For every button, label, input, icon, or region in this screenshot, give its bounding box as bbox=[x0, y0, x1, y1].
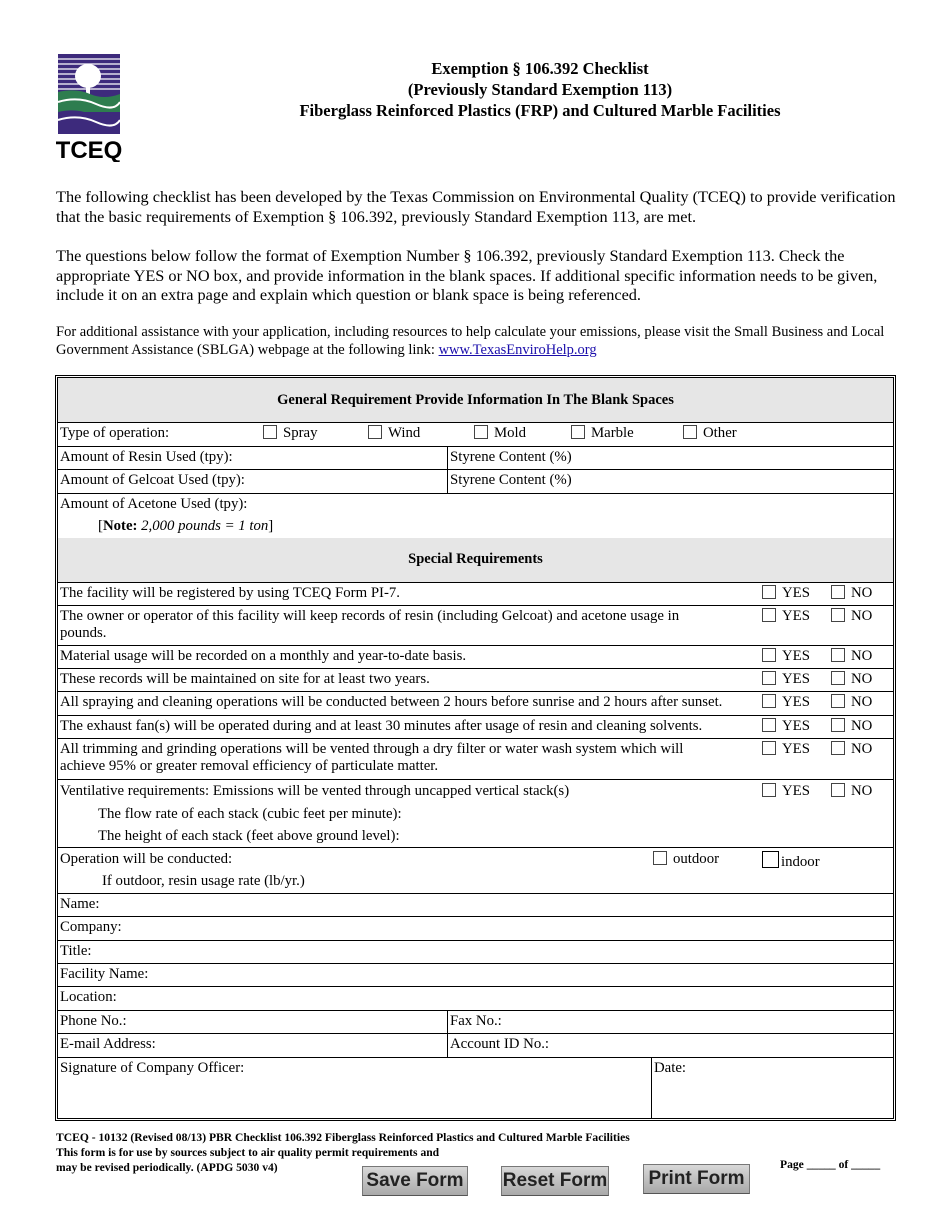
question-text-continued: pounds. bbox=[60, 625, 107, 641]
sblga-link[interactable]: www.TexasEnviroHelp.org bbox=[438, 342, 597, 358]
yes-label: YES bbox=[782, 694, 810, 710]
date-label: Date: bbox=[654, 1060, 687, 1076]
yes-checkbox[interactable] bbox=[762, 671, 776, 685]
wind-checkbox[interactable] bbox=[368, 425, 382, 439]
no-label: NO bbox=[851, 718, 873, 734]
location-field[interactable] bbox=[58, 986, 893, 1011]
phone-fax-row bbox=[58, 1010, 893, 1034]
yes-option[interactable] bbox=[762, 783, 810, 800]
intro-paragraph-3 bbox=[56, 323, 896, 359]
resin-styrene-label: Styrene Content (%) bbox=[450, 449, 572, 465]
other-checkbox[interactable] bbox=[683, 425, 697, 439]
type-mold-option[interactable] bbox=[474, 425, 526, 442]
question-row bbox=[58, 738, 893, 780]
no-label: NO bbox=[851, 671, 873, 687]
signature-row bbox=[58, 1057, 893, 1118]
spray-label: Spray bbox=[283, 425, 318, 441]
company-label: Company: bbox=[60, 919, 122, 935]
type-spray-option[interactable] bbox=[263, 425, 318, 442]
yes-checkbox[interactable] bbox=[762, 694, 776, 708]
account-id-field[interactable] bbox=[447, 1033, 893, 1057]
name-label: Name: bbox=[60, 896, 100, 912]
note-italic: 2,000 pounds = 1 ton bbox=[141, 518, 269, 534]
yes-option[interactable] bbox=[762, 718, 810, 735]
no-option[interactable] bbox=[831, 718, 872, 735]
ventilation-row bbox=[58, 779, 893, 848]
question-row bbox=[58, 668, 893, 692]
date-field[interactable] bbox=[651, 1057, 893, 1118]
question-text: Material usage will be recorded on a monthly and year-to-date basis. bbox=[60, 648, 467, 664]
wind-label: Wind bbox=[388, 425, 421, 441]
type-of-operation-row bbox=[58, 422, 893, 447]
outdoor-label: outdoor bbox=[673, 851, 720, 867]
yes-label: YES bbox=[782, 608, 810, 624]
no-label: NO bbox=[851, 783, 873, 799]
question-row bbox=[58, 645, 893, 669]
question-row bbox=[58, 715, 893, 739]
note-bold: Note: bbox=[102, 518, 138, 534]
stack-flow-rate-label: The flow rate of each stack (cubic feet per minute): bbox=[98, 806, 402, 822]
title-field[interactable] bbox=[58, 940, 893, 964]
operation-location-row bbox=[58, 847, 893, 894]
mold-checkbox[interactable] bbox=[474, 425, 488, 439]
no-checkbox[interactable] bbox=[831, 585, 845, 599]
no-checkbox[interactable] bbox=[831, 648, 845, 662]
yes-checkbox[interactable] bbox=[762, 718, 776, 732]
yes-option[interactable] bbox=[762, 648, 810, 665]
email-account-row bbox=[58, 1033, 893, 1058]
yes-checkbox[interactable] bbox=[762, 783, 776, 797]
no-checkbox[interactable] bbox=[831, 783, 845, 797]
gelcoat-styrene-label: Styrene Content (%) bbox=[450, 472, 572, 488]
reset-form-button[interactable]: Reset Form bbox=[501, 1166, 609, 1196]
operation-conducted-label: Operation will be conducted: bbox=[60, 851, 233, 867]
phone-field[interactable] bbox=[58, 1010, 447, 1033]
no-option[interactable] bbox=[831, 741, 872, 758]
yes-checkbox[interactable] bbox=[762, 648, 776, 662]
no-label: NO bbox=[851, 585, 873, 601]
yes-label: YES bbox=[782, 741, 810, 757]
no-label: NO bbox=[851, 648, 873, 664]
outdoor-option[interactable] bbox=[653, 851, 719, 868]
intro-paragraph-1: The following checklist has been developed by the Texas Commission on Environmental Quality (TCEQ) to provide verification that the basic requirements of Exemption § 106.392, previously Standard Exemption 113, are met. bbox=[56, 187, 896, 226]
signature-label: Signature of Company Officer: bbox=[60, 1060, 245, 1076]
question-text: These records will be maintained on site for at least two years. bbox=[60, 671, 430, 687]
no-checkbox[interactable] bbox=[831, 694, 845, 708]
no-checkbox[interactable] bbox=[831, 718, 845, 732]
no-option[interactable] bbox=[831, 671, 872, 688]
logo-text: TCEQ bbox=[56, 137, 122, 162]
location-label: Location: bbox=[60, 989, 117, 1005]
stack-height-label: The height of each stack (feet above ground level): bbox=[98, 828, 400, 844]
yes-checkbox[interactable] bbox=[762, 741, 776, 755]
acetone-row bbox=[58, 493, 893, 539]
checklist-form bbox=[55, 375, 896, 1121]
no-label: NO bbox=[851, 694, 873, 710]
type-other-option[interactable] bbox=[683, 425, 737, 442]
print-form-button[interactable]: Print Form bbox=[643, 1164, 750, 1194]
other-label: Other bbox=[703, 425, 737, 441]
yes-checkbox[interactable] bbox=[762, 608, 776, 622]
footer-usage-note: This form is for use by sources subject to air quality permit requirements and bbox=[56, 1146, 440, 1159]
fax-field[interactable] bbox=[447, 1010, 893, 1033]
question-text: All trimming and grinding operations will be vented through a dry filter or water wash system which will bbox=[60, 741, 684, 757]
email-field[interactable] bbox=[58, 1033, 447, 1057]
name-field[interactable] bbox=[58, 893, 893, 917]
question-text: The facility will be registered by using TCEQ Form PI-7. bbox=[60, 585, 400, 601]
question-row bbox=[58, 691, 893, 716]
yes-label: YES bbox=[782, 671, 810, 687]
yes-label: YES bbox=[782, 585, 810, 601]
type-marble-option[interactable] bbox=[571, 425, 634, 442]
gelcoat-used-label: Amount of Gelcoat Used (tpy): bbox=[60, 472, 245, 488]
yes-label: YES bbox=[782, 783, 810, 799]
question-row bbox=[58, 582, 893, 606]
yes-label: YES bbox=[782, 648, 810, 664]
indoor-label: indoor bbox=[781, 854, 820, 870]
email-label: E-mail Address: bbox=[60, 1036, 156, 1052]
title-line-3: Fiberglass Reinforced Plastics (FRP) and Cultured Marble Facilities bbox=[299, 101, 781, 120]
yes-label: YES bbox=[782, 718, 810, 734]
save-form-button[interactable]: Save Form bbox=[362, 1166, 468, 1196]
marble-label: Marble bbox=[591, 425, 634, 441]
title-label: Title: bbox=[60, 943, 92, 959]
outdoor-checkbox[interactable] bbox=[653, 851, 667, 865]
mold-label: Mold bbox=[494, 425, 527, 441]
question-text-continued: achieve 95% or greater removal efficiency of particulate matter. bbox=[60, 758, 439, 774]
no-option[interactable] bbox=[831, 648, 872, 665]
yes-option[interactable] bbox=[762, 608, 810, 625]
no-checkbox[interactable] bbox=[831, 608, 845, 622]
special-heading: Special Requirements bbox=[408, 551, 543, 567]
no-label: NO bbox=[851, 741, 873, 757]
no-checkbox[interactable] bbox=[831, 741, 845, 755]
form-title bbox=[200, 58, 880, 121]
no-checkbox[interactable] bbox=[831, 671, 845, 685]
general-heading: General Requirement Provide Information In The Blank Spaces bbox=[277, 392, 674, 408]
indoor-option[interactable] bbox=[762, 851, 820, 871]
type-of-operation-label: Type of operation: bbox=[60, 425, 170, 441]
acetone-used-label: Amount of Acetone Used (tpy): bbox=[60, 496, 248, 512]
resin-used-label: Amount of Resin Used (tpy): bbox=[60, 449, 233, 465]
question-text: The owner or operator of this facility will keep records of resin (including Gelcoat) and acetone usage in bbox=[60, 608, 680, 624]
yes-option[interactable] bbox=[762, 694, 810, 711]
page-number: Page _____ of _____ bbox=[780, 1158, 881, 1171]
gelcoat-styrene-cell[interactable] bbox=[447, 469, 893, 493]
question-text: The exhaust fan(s) will be operated during and at least 30 minutes after usage of resin and cleaning solvents. bbox=[60, 718, 703, 734]
no-option[interactable] bbox=[831, 783, 872, 800]
marble-checkbox[interactable] bbox=[571, 425, 585, 439]
type-wind-option[interactable] bbox=[368, 425, 420, 442]
outdoor-rate-label: If outdoor, resin usage rate (lb/yr.) bbox=[102, 873, 305, 889]
general-section-header bbox=[58, 378, 893, 423]
gelcoat-row bbox=[58, 469, 893, 494]
no-label: NO bbox=[851, 608, 873, 624]
yes-option[interactable] bbox=[762, 585, 810, 602]
yes-checkbox[interactable] bbox=[762, 585, 776, 599]
title-line-1: Exemption § 106.392 Checklist bbox=[431, 59, 649, 78]
intro-paragraph-2: The questions below follow the format of Exemption Number § 106.392, previously Standard Exemption 113. Check the appropriate YES or NO box, and provide information in the blank spaces. If additional specific information needs to be given, include it on an extra page and explain which question or blank space is being referenced. bbox=[56, 246, 878, 304]
facility-name-field[interactable] bbox=[58, 963, 893, 987]
indoor-checkbox[interactable] bbox=[762, 851, 779, 868]
signature-field[interactable] bbox=[58, 1057, 651, 1118]
note-text: [Note: 2,000 pounds = 1 ton] bbox=[98, 518, 274, 534]
phone-label: Phone No.: bbox=[60, 1013, 127, 1029]
no-option[interactable] bbox=[831, 585, 872, 602]
tceq-logo bbox=[56, 54, 122, 162]
footer-form-id: TCEQ - 10132 (Revised 08/13) PBR Checklist 106.392 Fiberglass Reinforced Plastics and Cultured Marble Facilities bbox=[56, 1131, 630, 1144]
fax-label: Fax No.: bbox=[450, 1013, 502, 1029]
yes-option[interactable] bbox=[762, 741, 810, 758]
account-id-label: Account ID No.: bbox=[450, 1036, 550, 1052]
question-text: Ventilative requirements: Emissions will be vented through uncapped vertical stack(s) bbox=[60, 783, 570, 799]
spray-checkbox[interactable] bbox=[263, 425, 277, 439]
yes-option[interactable] bbox=[762, 671, 810, 688]
assistance-text: For additional assistance with your application, including resources to help calculate your emissions, please visit the Small Business and Local Government Assistance (SBLGA) webpage at the following link: bbox=[56, 324, 885, 358]
resin-styrene-cell[interactable] bbox=[447, 446, 893, 469]
title-line-2: (Previously Standard Exemption 113) bbox=[407, 80, 673, 99]
no-option[interactable] bbox=[831, 694, 872, 711]
question-text: All spraying and cleaning operations will be conducted between 2 hours before sunrise and 2 hours after sunset. bbox=[60, 694, 723, 710]
question-row bbox=[58, 605, 893, 646]
facility-name-label: Facility Name: bbox=[60, 966, 149, 982]
no-option[interactable] bbox=[831, 608, 872, 625]
company-field[interactable] bbox=[58, 916, 893, 941]
resin-row bbox=[58, 446, 893, 470]
footer-revision-note: may be revised periodically. (APDG 5030 v4) bbox=[56, 1161, 278, 1174]
special-section-header bbox=[58, 538, 893, 583]
